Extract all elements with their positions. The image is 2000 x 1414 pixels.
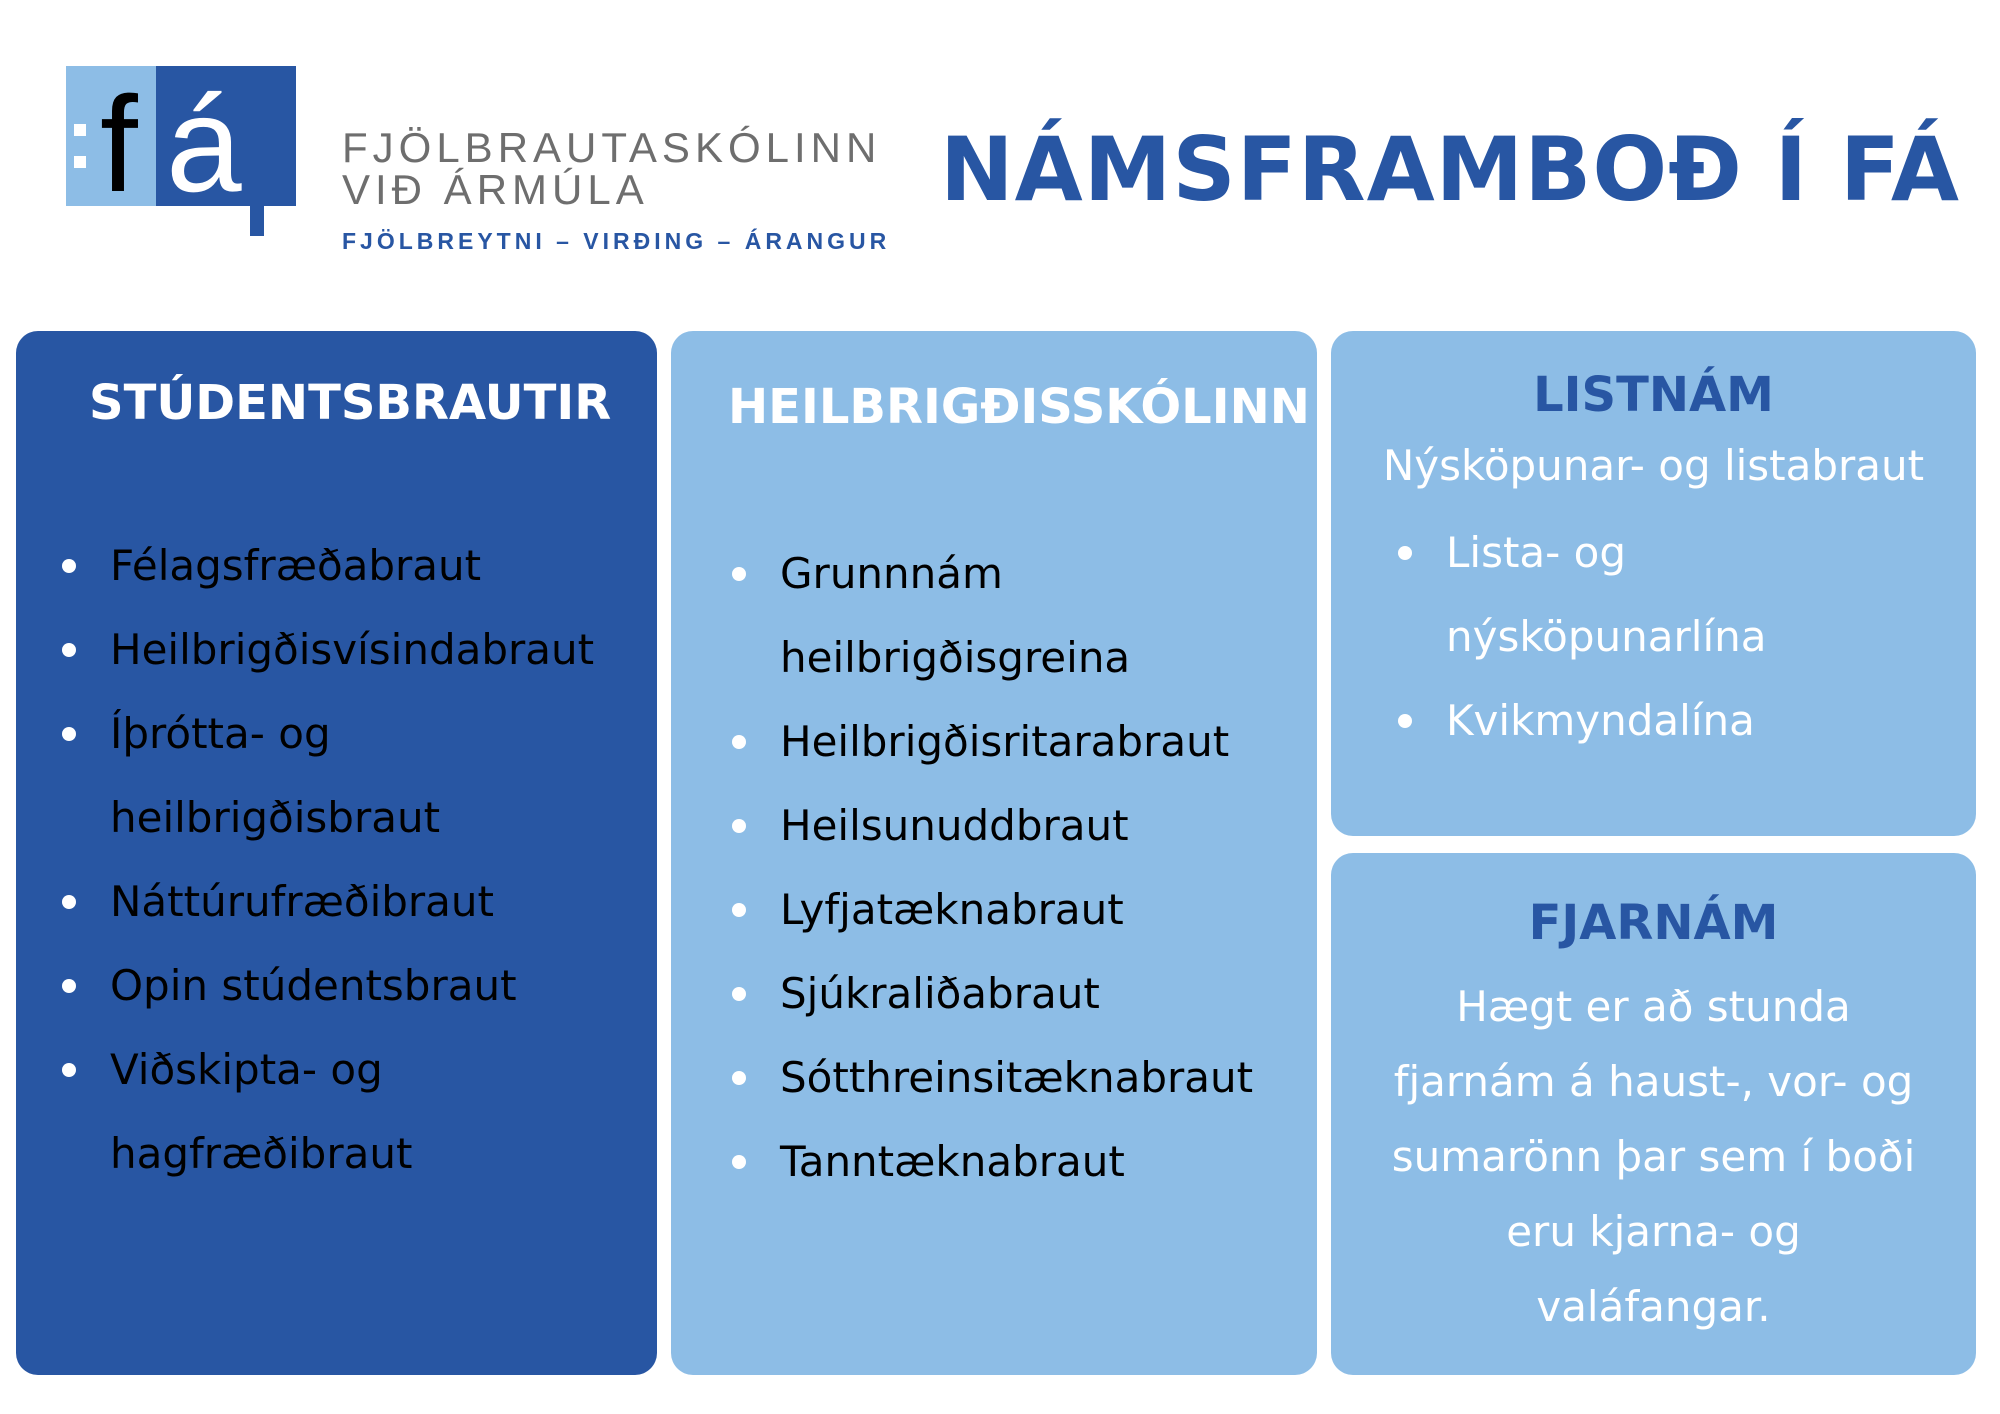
list-item: Heilbrigðisvísindabraut <box>62 608 632 692</box>
logo-mark-a: á <box>166 68 242 220</box>
logo-colon <box>74 116 86 176</box>
school-tagline: FJÖLBREYTNI – VIRÐING – ÁRANGUR <box>342 228 891 254</box>
list-item: Tanntæknabraut <box>732 1120 1302 1204</box>
heilbrigdisskolinn-title: HEILBRIGÐISSKÓLINN <box>728 379 1310 435</box>
list-item: Lyfjatæknabraut <box>732 868 1302 952</box>
page-title: NÁMSFRAMBOÐ Í FÁ <box>940 118 1961 221</box>
studentsbrautir-list <box>62 524 632 1196</box>
school-logo <box>66 66 891 256</box>
list-item: Viðskipta- og hagfræðibraut <box>62 1028 440 1196</box>
list-item: Félagsfræðabraut <box>62 524 632 608</box>
fjarnam-text: Hægt er að stunda fjarnám á haust-, vor- og sumarönn þar sem í boði eru kjarna- og valáfangar. <box>1391 982 1916 1331</box>
list-item: Lista- og nýsköpunarlína <box>1398 511 1746 679</box>
list-item: Íþrótta- og heilbrigðisbraut <box>62 692 440 860</box>
logo-bar <box>250 102 264 236</box>
list-item: Heilsunuddbraut <box>732 784 1302 868</box>
logo-mark-f: f <box>100 68 138 220</box>
studentsbrautir-title: STÚDENTSBRAUTIR <box>89 375 612 431</box>
listnam-list <box>1398 511 1918 763</box>
fjarnam-card <box>1331 853 1976 1375</box>
school-name-line1: FJÖLBRAUTASKÓLINN <box>342 124 882 171</box>
list-item: Opin stúdentsbraut <box>62 944 632 1028</box>
list-item: Sótthreinsitæknabraut <box>732 1036 1302 1120</box>
list-item: Kvikmyndalína <box>1398 679 1918 763</box>
listnam-card <box>1331 331 1976 836</box>
list-item: Heilbrigðisritarabraut <box>732 700 1302 784</box>
listnam-subtitle: Nýsköpunar- og listabraut <box>1382 441 1925 490</box>
list-item: Náttúrufræðibraut <box>62 860 632 944</box>
listnam-title: LISTNÁM <box>1533 367 1774 423</box>
list-item: Sjúkraliðabraut <box>732 952 1302 1036</box>
list-item: Grunnnám heilbrigðisgreina <box>732 532 1110 700</box>
fjarnam-title: FJARNÁM <box>1528 895 1779 951</box>
heilbrigdisskolinn-list <box>732 532 1302 1204</box>
school-name-line2: VIÐ ÁRMÚLA <box>342 166 649 213</box>
